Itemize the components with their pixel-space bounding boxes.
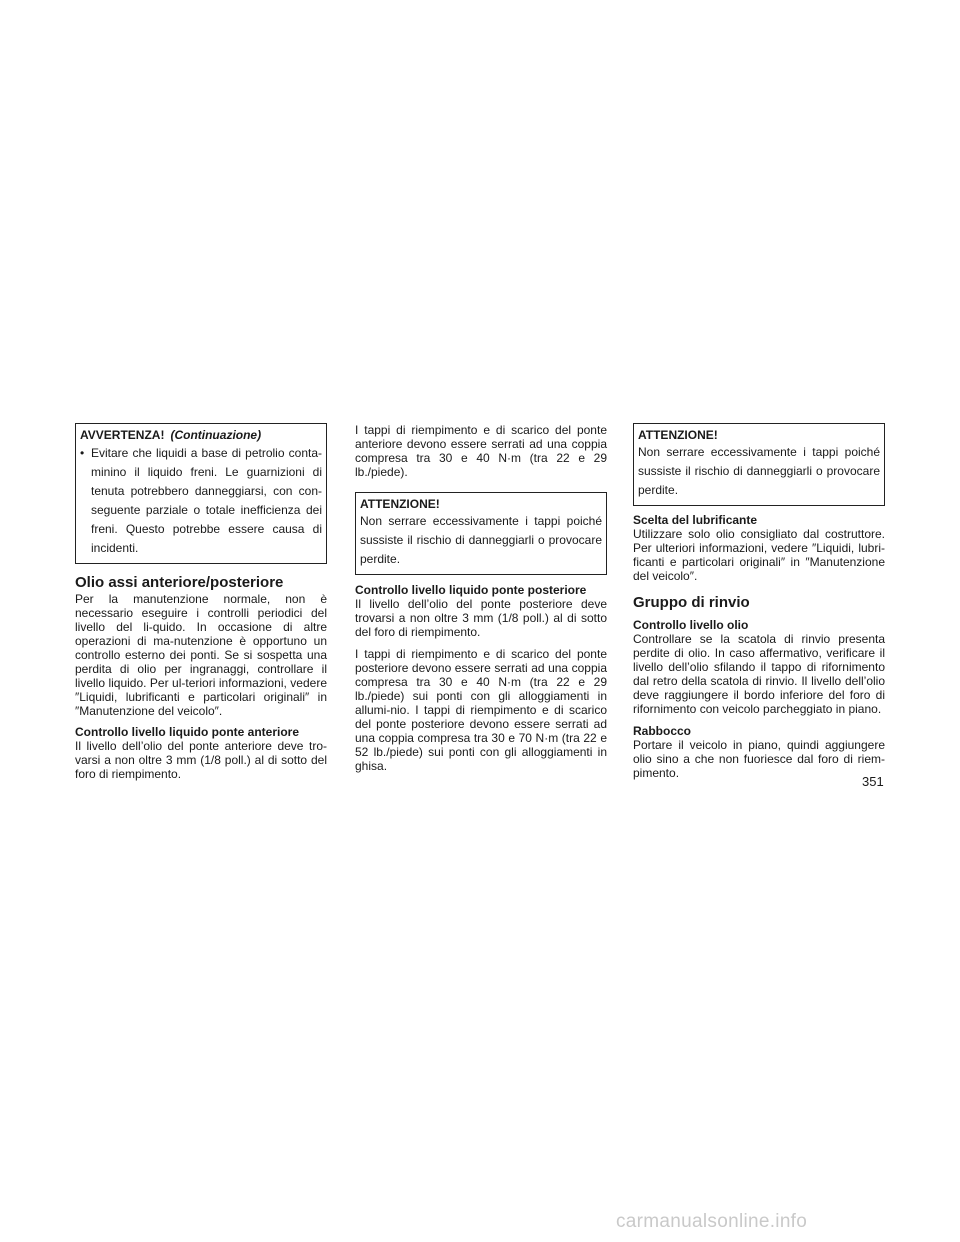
axle-oil-intro: Per la manutenzione normale, non è necessario eseguire i controlli periodici del livello del li-quido. In occasione di altre operazioni di ma-nutenzione è opportuno un controllo esterno dei ponti. Se si sospetta una perdita di olio per ingranaggi, controllare il livello liquido. Per ul-teriori informazioni, vedere ″Liquidi, lubrificanti e particolari originali″ in ″Manutenzione del veicolo″. <box>75 592 327 718</box>
rear-axle-text: Il livello dell’olio del ponte posteriore deve trovarsi a non oltre 3 mm (1/8 poll.) al di sotto del foro di riempimento. <box>355 597 607 639</box>
column-middle <box>355 423 607 773</box>
subheading-rear-axle: Controllo livello liquido ponte posteriore <box>355 583 587 597</box>
subheading-oil-level: Controllo livello olio <box>633 618 749 632</box>
warning-bullet-text: Evitare che liquidi a base di petrolio conta-minino il liquido freni. Le guarnizioni di tenuta potrebbero danneggiarsi, con con-seguente parziale o totale inefficienza dei freni. Questo potrebbe essere causa di incidenti. <box>91 446 322 555</box>
heading-transfer-case: Gruppo di rinvio <box>633 594 750 611</box>
lubricant-text: Utilizzare solo olio consigliato dal costruttore. Per ulteriori informazioni, vedere ″Liquidi, lubri-ficanti e particolari originali″ in ″Manutenzione del veicolo″. <box>633 527 885 583</box>
caution-box-2 <box>633 423 885 506</box>
warning-box <box>75 423 327 564</box>
oil-level-text: Controllare se la scatola di rinvio presenta perdite di olio. In caso affermativo, verificare il livello dell’olio sfilando il tappo di rifornimento dal retro della scatola di rinvio. Il livello dell’olio deve raggiungere il bordo inferiore del foro di rifornimento con veicolo parcheggiato in piano. <box>633 632 885 716</box>
page-number: 351 <box>862 774 884 789</box>
caution-2-title: ATTENZIONE! <box>638 428 718 442</box>
caution-2-text: Non serrare eccessivamente i tappi poiché sussiste il rischio di danneggiarli o provocare perdite. <box>638 445 880 497</box>
heading-axle-oil: Olio assi anteriore/posteriore <box>75 574 284 591</box>
caution-box-1 <box>355 492 607 575</box>
subheading-topup: Rabbocco <box>633 724 692 738</box>
warning-bullet <box>80 444 322 558</box>
column-right <box>633 423 885 780</box>
front-caps-text: I tappi di riempimento e di scarico del ponte anteriore devono essere serrati ad una coppia compresa tra 30 e 40 N·m (tra 22 e 29 lb./piede). <box>355 423 607 479</box>
watermark: carmanualsonline.info <box>616 1211 808 1232</box>
front-axle-text: Il livello dell’olio del ponte anteriore deve tro-varsi a non oltre 3 mm (1/8 poll.) al di sotto del foro di riempimento. <box>75 739 327 781</box>
caution-1-text: Non serrare eccessivamente i tappi poiché sussiste il rischio di danneggiarli o provocare perdite. <box>360 514 602 566</box>
caution-1-title: ATTENZIONE! <box>360 497 440 511</box>
bullet-icon: • <box>80 446 85 460</box>
column-left <box>75 423 327 781</box>
subheading-lubricant: Scelta del lubrificante <box>633 513 758 527</box>
warning-continuation: (Continuazione) <box>170 428 262 442</box>
topup-text: Portare il veicolo in piano, quindi aggiungere olio sino a che non fuoriesce dal foro di riem-pimento. <box>633 738 885 780</box>
warning-title <box>80 428 322 443</box>
rear-caps-text: I tappi di riempimento e di scarico del ponte posteriore devono essere serrati ad una coppia compresa tra 30 e 40 N·m (tra 22 e 29 lb./piede) sui ponti con gli alloggiamenti in allumi-nio. I tappi di riempimento e di scarico del ponte posteriore devono essere serrati ad una coppia compresa tra 30 e 70 N·m (tra 22 e 52 lb./piede) sui ponti con gli alloggiamenti in ghisa. <box>355 647 607 773</box>
subheading-front-axle: Controllo livello liquido ponte anteriore <box>75 725 300 739</box>
warning-label: AVVERTENZA! <box>80 428 165 442</box>
